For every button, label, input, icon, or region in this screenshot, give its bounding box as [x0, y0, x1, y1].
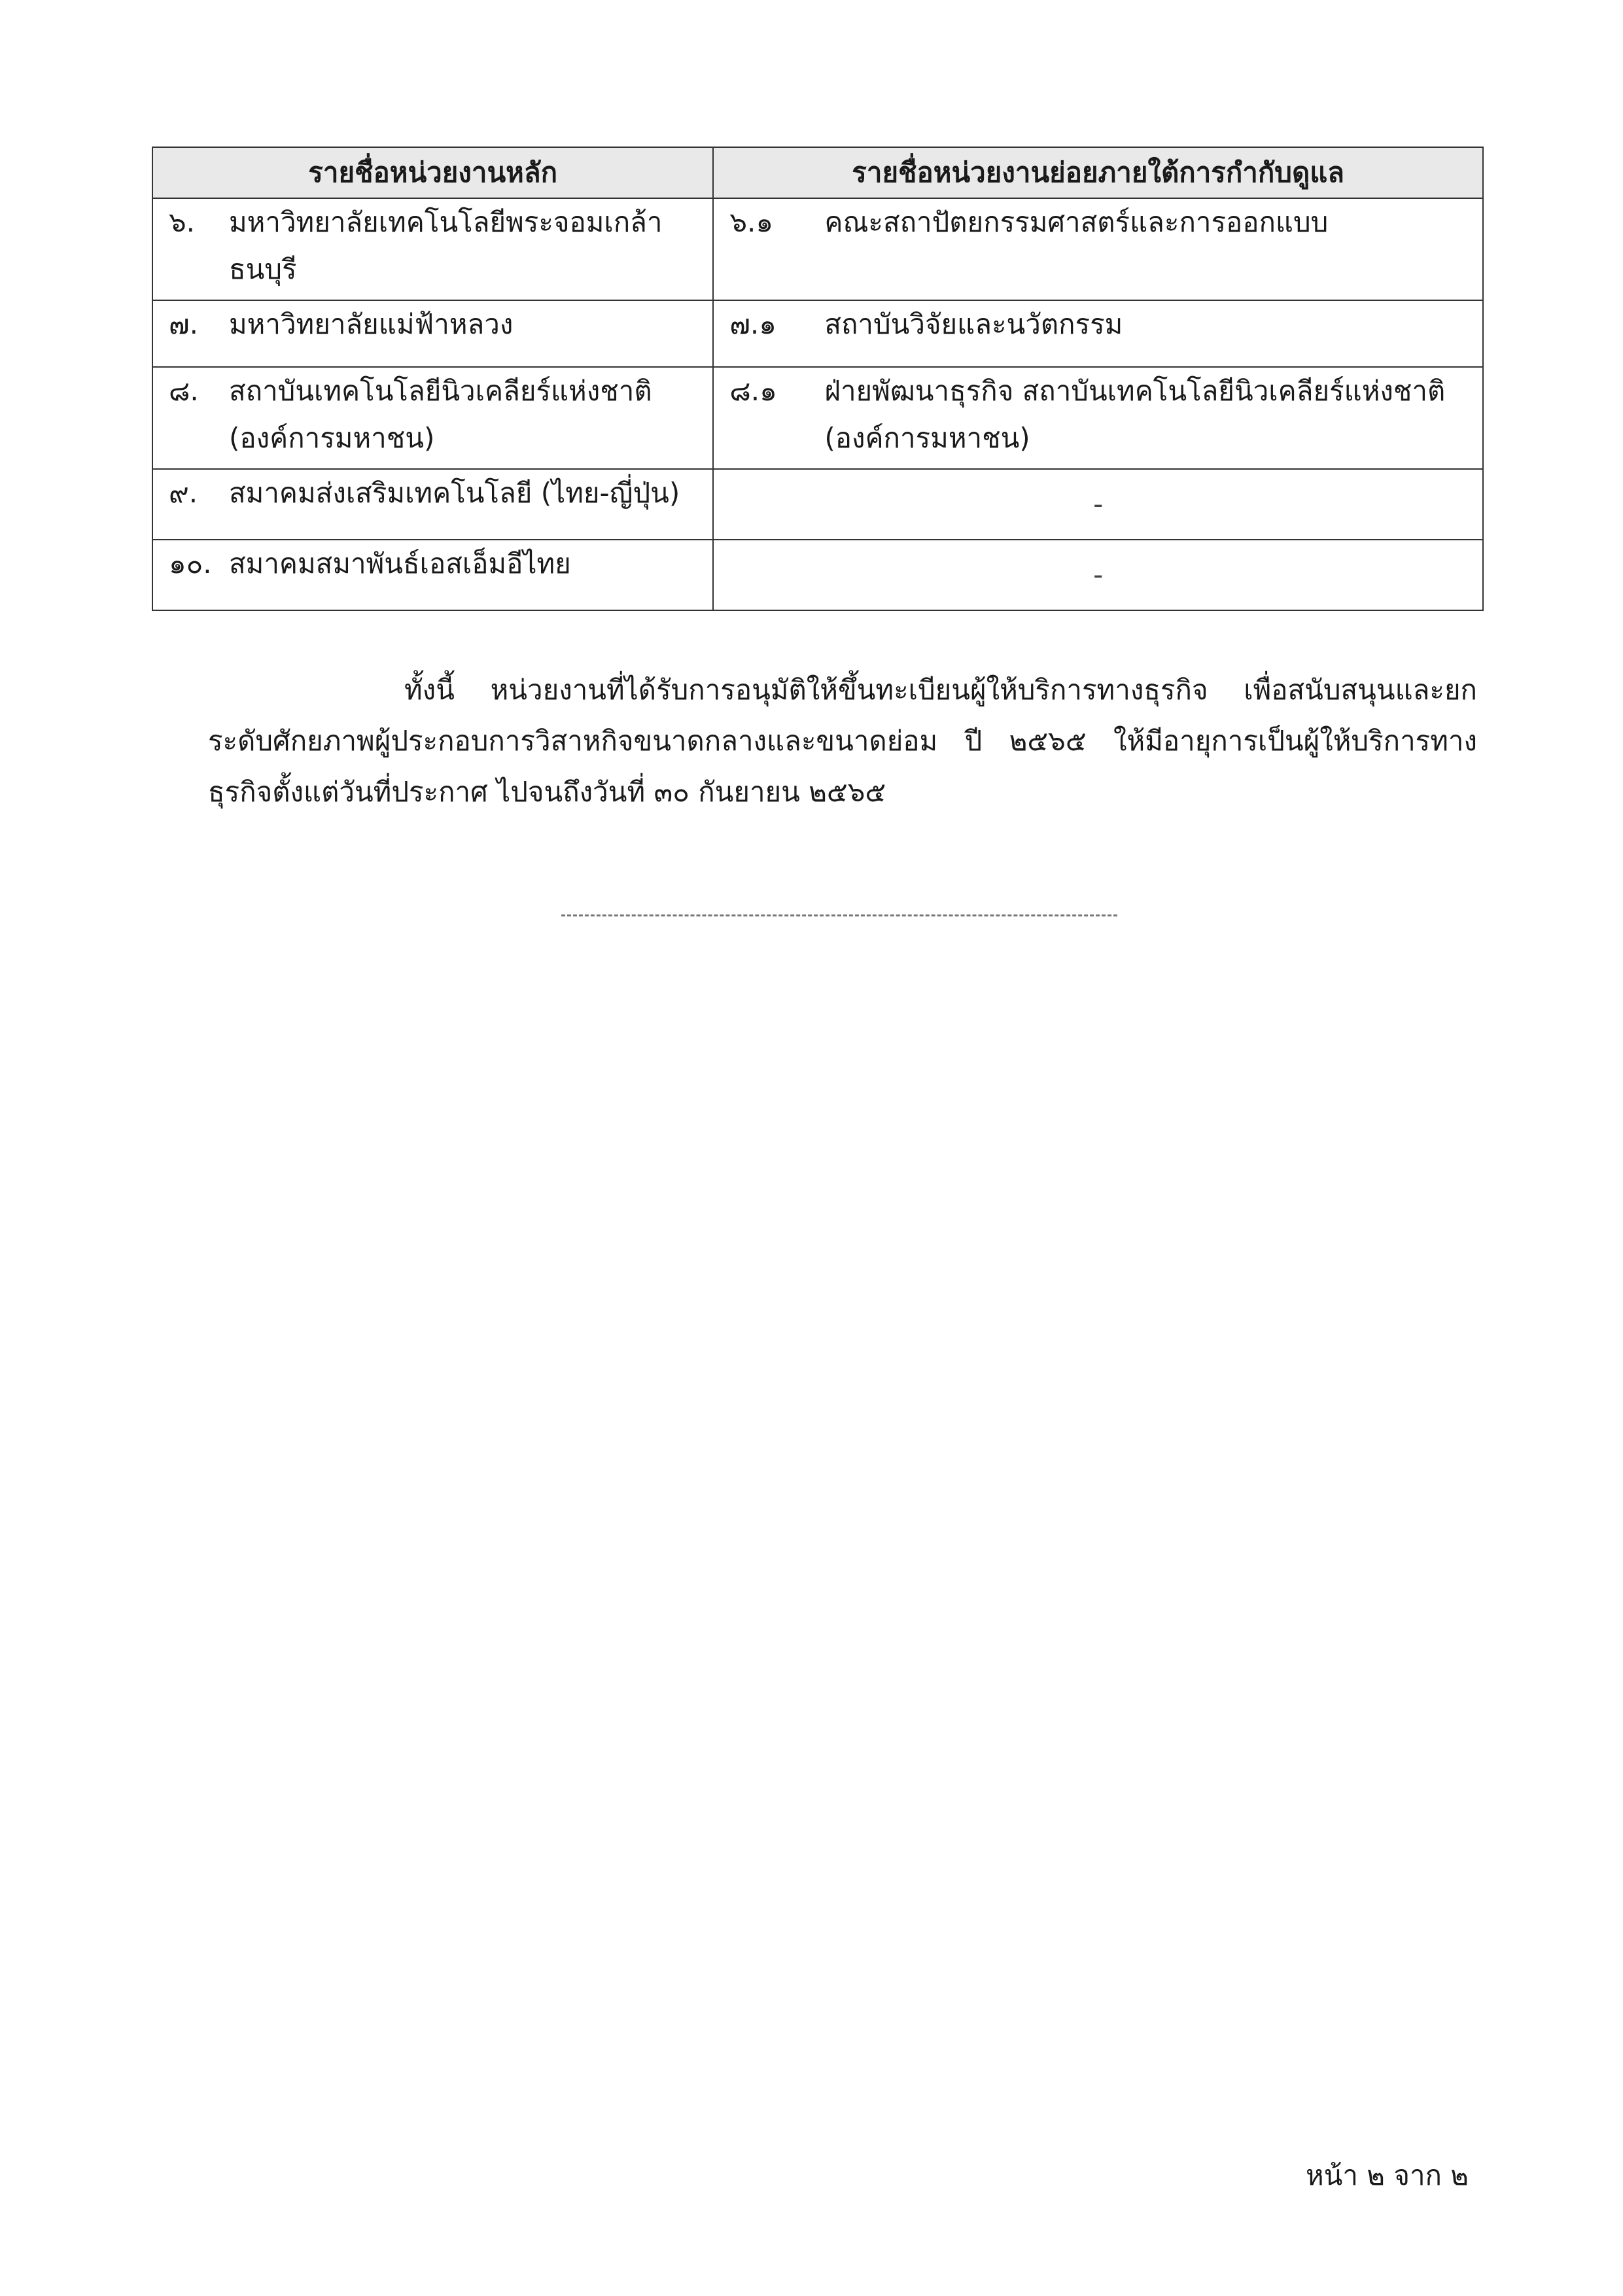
main-agency-cell	[152, 198, 713, 300]
sub-agency-empty-cell: -	[713, 540, 1483, 610]
page-number: หน้า ๒ จาก ๒	[1305, 2159, 1469, 2191]
paragraph-text: ทั้งนี้ หน่วยงานที่ได้รับการอนุมัติให้ขึ้นทะเบียนผู้ให้บริการทางธุรกิจ เพื่อสนับสนุนและยกระดับศักยภาพผู้ประกอบการวิสาหกิจขนาดกลางและขนาดย่อม ปี ๒๕๖๕ ให้มีอายุการเป็นผู้ให้บริการทางธุรกิจตั้งแต่วันที่ประกาศ ไปจนถึงวันที่ ๓๐ กันยายน ๒๕๖๕	[208, 674, 1477, 808]
validity-paragraph	[208, 665, 1477, 818]
main-agency-name: มหาวิทยาลัยเทคโนโลยีพระจอมเกล้าธนบุรี	[229, 206, 663, 285]
sub-row-number: ๗.๑	[729, 308, 777, 340]
agency-table	[152, 147, 1484, 611]
row-number: ๖.	[169, 206, 196, 238]
sub-agency-name: สถาบันวิจัยและนวัตกรรม	[824, 308, 1123, 340]
table-row	[152, 540, 1483, 610]
table-header-row	[152, 147, 1483, 198]
main-agency-name: สถาบันเทคโนโลยีนิวเคลียร์แห่งชาติ (องค์การมหาชน)	[229, 375, 652, 454]
row-number: ๙.	[169, 477, 198, 509]
main-agency-cell	[152, 540, 713, 610]
main-agency-name: มหาวิทยาลัยแม่ฟ้าหลวง	[229, 308, 514, 340]
sub-row-number: ๖.๑	[729, 206, 774, 238]
sub-agency-name: ฝ่ายพัฒนาธุรกิจ สถาบันเทคโนโลยีนิวเคลียร์แห่งชาติ (องค์การมหาชน)	[824, 375, 1446, 454]
sub-agency-cell	[713, 300, 1483, 367]
sub-agency-empty-cell: -	[713, 469, 1483, 540]
table-row	[152, 198, 1483, 300]
row-number: ๑๐.	[169, 548, 212, 580]
row-number: ๗.	[169, 308, 198, 340]
header-sub-agencies: รายชื่อหน่วยงานย่อยภายใต้การกำกับดูแล	[713, 147, 1483, 198]
main-agency-cell	[152, 469, 713, 540]
main-agency-cell	[152, 300, 713, 367]
end-separator-line	[561, 914, 1117, 916]
sub-row-number: ๘.๑	[729, 375, 777, 407]
sub-agency-cell	[713, 198, 1483, 300]
main-agency-name: สมาคมสมาพันธ์เอสเอ็มอีไทย	[229, 548, 571, 580]
main-agency-cell	[152, 367, 713, 469]
table-row	[152, 367, 1483, 469]
main-agency-name: สมาคมส่งเสริมเทคโนโลยี (ไทย-ญี่ปุ่น)	[229, 477, 680, 509]
table-row	[152, 469, 1483, 540]
row-number: ๘.	[169, 375, 199, 407]
header-main-agencies: รายชื่อหน่วยงานหลัก	[152, 147, 713, 198]
sub-agency-cell	[713, 367, 1483, 469]
table-row	[152, 300, 1483, 367]
sub-agency-name: คณะสถาปัตยกรรมศาสตร์และการออกแบบ	[824, 206, 1329, 238]
